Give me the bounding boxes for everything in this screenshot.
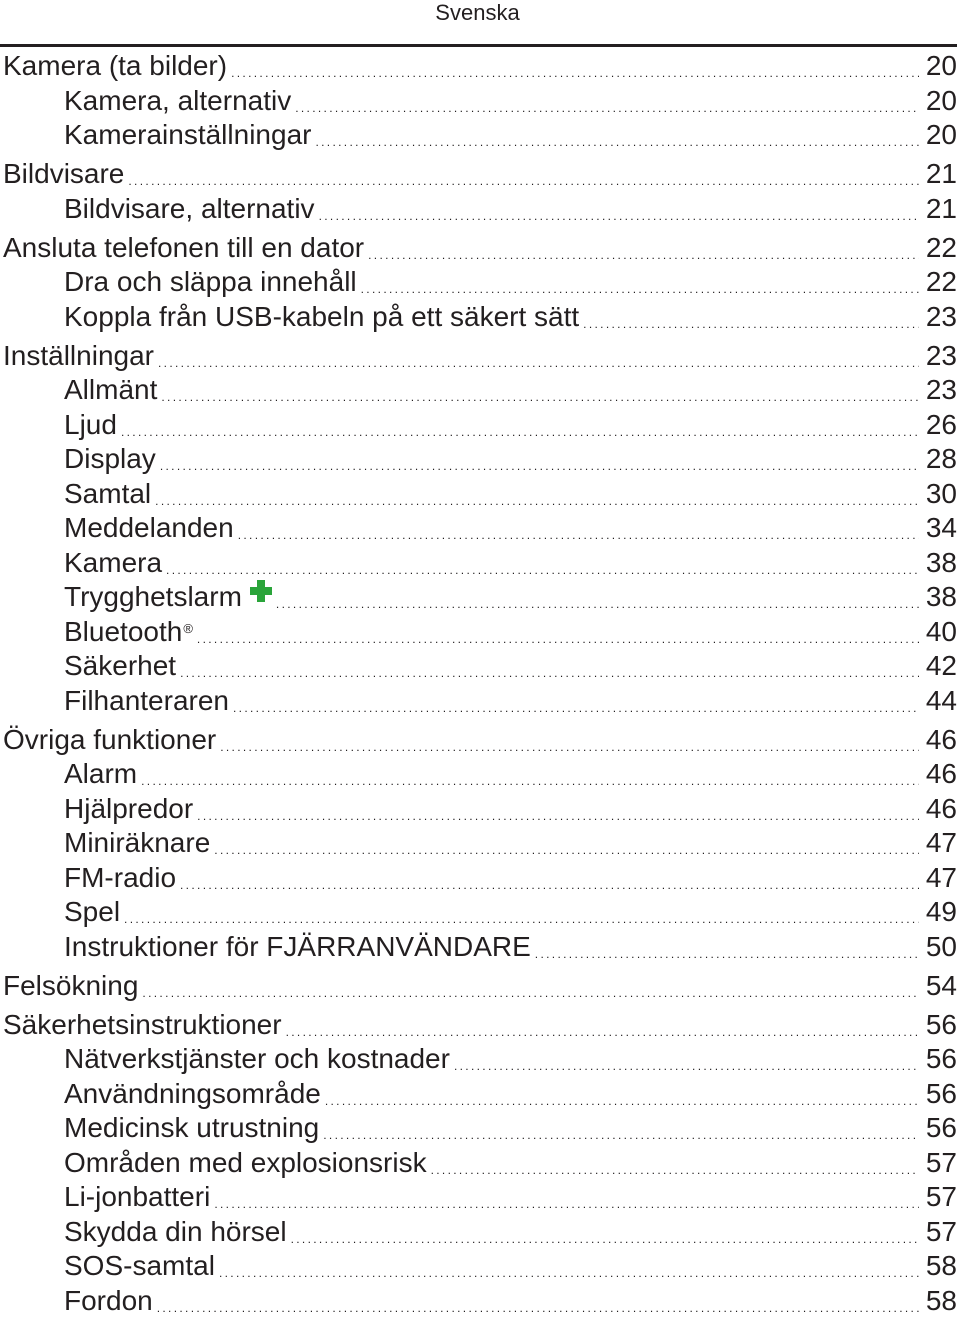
toc-entry[interactable] (0, 442, 957, 476)
dot-leader (180, 861, 919, 895)
dot-leader (231, 49, 919, 83)
header-divider (0, 44, 957, 47)
toc-entry-page-number: 21 (925, 193, 957, 224)
toc-entry-page-number: 22 (925, 266, 957, 297)
toc-entry[interactable] (0, 895, 957, 929)
toc-entry[interactable] (0, 930, 957, 964)
toc-entry-label (64, 265, 357, 299)
toc-entry-title: Säkerhetsinstruktioner (3, 1009, 282, 1040)
toc-entry-label (64, 615, 193, 649)
toc-entry-page-number: 47 (925, 862, 957, 893)
dot-leader (128, 157, 919, 191)
toc-entry-page-number: 47 (925, 827, 957, 858)
toc-entry[interactable] (0, 615, 957, 649)
toc-entry-label (64, 511, 234, 545)
toc-entry[interactable] (0, 969, 957, 1003)
toc-entry[interactable] (0, 649, 957, 683)
toc-entry-page-number: 23 (925, 340, 957, 371)
toc-entry-label (64, 477, 151, 511)
dot-leader (535, 930, 919, 964)
dot-leader (220, 723, 919, 757)
toc-entry-label (64, 1215, 287, 1249)
toc-entry-page-number: 50 (925, 931, 957, 962)
toc-entry-page-number: 57 (925, 1216, 957, 1247)
dot-leader (197, 615, 919, 649)
toc-entry[interactable] (0, 1284, 957, 1318)
toc-entry-label (64, 580, 272, 614)
toc-entry-label (64, 792, 193, 826)
toc-entry[interactable] (0, 546, 957, 580)
dot-leader (454, 1042, 919, 1076)
toc-entry-label (64, 861, 176, 895)
toc-entry[interactable] (0, 1215, 957, 1249)
dot-leader (219, 1249, 919, 1283)
toc-entry-label (64, 373, 157, 407)
toc-entry-page-number: 56 (925, 1112, 957, 1143)
toc-entry-page-number: 21 (925, 158, 957, 189)
toc-entry[interactable] (0, 1111, 957, 1145)
toc-entry-title: Felsökning (3, 970, 139, 1001)
dot-leader (583, 300, 919, 334)
toc-entry-label (64, 757, 137, 791)
toc-entry-page-number: 56 (925, 1043, 957, 1074)
toc-entry[interactable] (0, 49, 957, 83)
toc-entry-title: Instruktioner för FJÄRRANVÄNDARE (64, 931, 531, 962)
toc-entry-title: Säkerhet (64, 650, 177, 681)
dot-leader (214, 826, 919, 860)
toc-entry-title: Trygghetslarm (64, 581, 242, 612)
toc-entry-page-number: 42 (925, 650, 957, 681)
toc-entry-label (64, 442, 156, 476)
toc-entry[interactable] (0, 157, 957, 191)
dot-leader (121, 408, 919, 442)
toc-entry-title: Skydda din hörsel (64, 1216, 287, 1247)
dot-leader (325, 1077, 919, 1111)
toc-entry-title: Filhanteraren (64, 685, 229, 716)
toc-entry[interactable] (0, 408, 957, 442)
dot-leader (197, 792, 919, 826)
toc-entry-page-number: 38 (925, 581, 957, 612)
toc-entry[interactable] (0, 118, 957, 152)
toc-entry-title: Allmänt (64, 374, 158, 405)
toc-entry[interactable] (0, 723, 957, 757)
toc-entry[interactable] (0, 1008, 957, 1042)
toc-entry[interactable] (0, 861, 957, 895)
toc-entry-title: Kamera (ta bilder) (3, 50, 228, 81)
toc-entry-title: Alarm (64, 758, 138, 789)
toc-entry-page-number: 46 (925, 724, 957, 755)
toc-entry-label (64, 300, 579, 334)
dot-leader (124, 895, 919, 929)
dot-leader (319, 192, 919, 226)
toc-entry[interactable] (0, 684, 957, 718)
dot-leader (291, 1215, 919, 1249)
toc-entry-label (3, 969, 138, 1003)
toc-entry-label (64, 1111, 319, 1145)
toc-entry[interactable] (0, 477, 957, 511)
toc-entry-label (3, 231, 364, 265)
toc-entry-page-number: 54 (925, 970, 957, 1001)
toc-entry-title: Medicinsk utrustning (64, 1112, 320, 1143)
toc-entry[interactable] (0, 373, 957, 407)
toc-entry-page-number: 20 (925, 119, 957, 150)
toc-entry[interactable] (0, 265, 957, 299)
dot-leader (161, 373, 919, 407)
toc-entry-page-number: 26 (925, 409, 957, 440)
toc-entry-page-number: 40 (925, 616, 957, 647)
toc-entry-title: Användningsområde (64, 1078, 321, 1109)
dot-leader (368, 231, 919, 265)
toc-entry-label (64, 84, 291, 118)
toc-entry-page-number: 49 (925, 896, 957, 927)
dot-leader (157, 1284, 919, 1318)
toc-entry-page-number: 23 (925, 374, 957, 405)
toc-entry-label (64, 1284, 153, 1318)
dot-leader (214, 1180, 919, 1214)
toc-entry[interactable] (0, 1042, 957, 1076)
toc-entry-label (64, 649, 176, 683)
dot-leader (431, 1146, 919, 1180)
toc-entry-title: SOS-samtal (64, 1250, 215, 1281)
toc-entry-title: Koppla från USB-kabeln på ett säkert sätt (64, 301, 580, 332)
toc-entry[interactable] (0, 826, 957, 860)
toc-entry[interactable] (0, 511, 957, 545)
toc-entry-label (3, 157, 124, 191)
dot-leader (142, 969, 919, 1003)
toc-entry-title: FM-radio (64, 862, 177, 893)
toc-entry-title: Bildvisare, alternativ (64, 193, 315, 224)
toc-entry-title: Li-jonbatteri (64, 1181, 211, 1212)
toc-entry[interactable] (0, 1249, 957, 1283)
dot-leader (155, 477, 919, 511)
toc-entry[interactable] (0, 757, 957, 791)
dot-leader (286, 1008, 919, 1042)
toc-entry[interactable] (0, 300, 957, 334)
toc-entry-title: Hjälpredor (64, 793, 194, 824)
toc-entry-label (64, 546, 162, 580)
toc-entry-label (64, 1180, 210, 1214)
toc-entry-page-number: 58 (925, 1285, 957, 1316)
toc-entry-title: Meddelanden (64, 512, 234, 543)
toc-entry-label (64, 895, 120, 929)
toc-entry-page-number: 38 (925, 547, 957, 578)
toc-entry[interactable] (0, 1146, 957, 1180)
toc-entry-label (64, 1146, 427, 1180)
toc-entry-title: Spel (64, 896, 121, 927)
toc-entry-label (64, 930, 531, 964)
toc-entry-page-number: 56 (925, 1009, 957, 1040)
toc-entry-page-number: 20 (925, 85, 957, 116)
toc-entry-title: Samtal (64, 478, 152, 509)
registered-trademark-mark: ® (183, 620, 193, 636)
green-plus-icon (250, 580, 272, 602)
toc-entry-title: Övriga funktioner (3, 724, 217, 755)
toc-entry-page-number: 58 (925, 1250, 957, 1281)
toc-entry-label (64, 684, 229, 718)
toc-entry[interactable] (0, 339, 957, 373)
toc-entry-label (64, 408, 117, 442)
toc-entry-title: Fordon (64, 1285, 153, 1316)
toc-entry-title: Ljud (64, 409, 117, 440)
toc-entry-title: Inställningar (3, 340, 154, 371)
toc-entry-page-number: 44 (925, 685, 957, 716)
toc-entry-title: Display (64, 443, 156, 474)
toc-entry-label (3, 339, 154, 373)
toc-entry[interactable] (0, 580, 957, 614)
dot-leader (323, 1111, 919, 1145)
toc-entry-page-number: 28 (925, 443, 957, 474)
page-header-title: Svenska (435, 0, 520, 25)
toc-entry-page-number: 56 (925, 1078, 957, 1109)
toc-entry-page-number: 23 (925, 301, 957, 332)
toc-entry-label (64, 192, 315, 226)
toc-entry-page-number: 57 (925, 1147, 957, 1178)
toc-entry-title: Områden med explosionsrisk (64, 1147, 427, 1178)
toc-entry-title: Bluetooth (64, 616, 183, 647)
toc-entry-title: Kamerainställningar (64, 119, 312, 150)
toc-entry-label (3, 1008, 282, 1042)
toc-entry-label (64, 1077, 321, 1111)
dot-leader (361, 265, 919, 299)
toc-entry-title: Kamera (64, 547, 163, 578)
toc-entry-page-number: 30 (925, 478, 957, 509)
toc-entry-page-number: 34 (925, 512, 957, 543)
toc-entry-title: Nätverkstjänster och kostnader (64, 1043, 450, 1074)
toc-entry-label (64, 1042, 450, 1076)
dot-leader (276, 580, 919, 614)
dot-leader (315, 118, 919, 152)
toc-entry-page-number: 46 (925, 758, 957, 789)
toc-entry-page-number: 46 (925, 793, 957, 824)
dot-leader (141, 757, 919, 791)
toc-entry-label (64, 826, 210, 860)
dot-leader (238, 511, 919, 545)
dot-leader (160, 442, 919, 476)
toc-entry-title: Ansluta telefonen till en dator (3, 232, 365, 263)
toc-entry-page-number: 22 (925, 232, 957, 263)
toc-entry[interactable] (0, 1077, 957, 1111)
toc-entry[interactable] (0, 84, 957, 118)
toc-entry[interactable] (0, 192, 957, 226)
toc-entry[interactable] (0, 792, 957, 826)
toc-entry-page-number: 57 (925, 1181, 957, 1212)
dot-leader (180, 649, 919, 683)
toc-entry-page-number: 20 (925, 50, 957, 81)
dot-leader (158, 339, 919, 373)
toc-entry[interactable] (0, 231, 957, 265)
toc-entry-title: Bildvisare (3, 158, 125, 189)
toc-entry-label (64, 1249, 215, 1283)
toc-entry-label (64, 118, 311, 152)
dot-leader (295, 84, 919, 118)
toc-entry-label (3, 723, 216, 757)
toc-entry-title: Kamera, alternativ (64, 85, 292, 116)
toc-entry-title: Dra och släppa innehåll (64, 266, 357, 297)
dot-leader (233, 684, 919, 718)
toc-entry[interactable] (0, 1180, 957, 1214)
toc-entry-label (3, 49, 227, 83)
dot-leader (166, 546, 919, 580)
toc-entry-title: Miniräknare (64, 827, 211, 858)
